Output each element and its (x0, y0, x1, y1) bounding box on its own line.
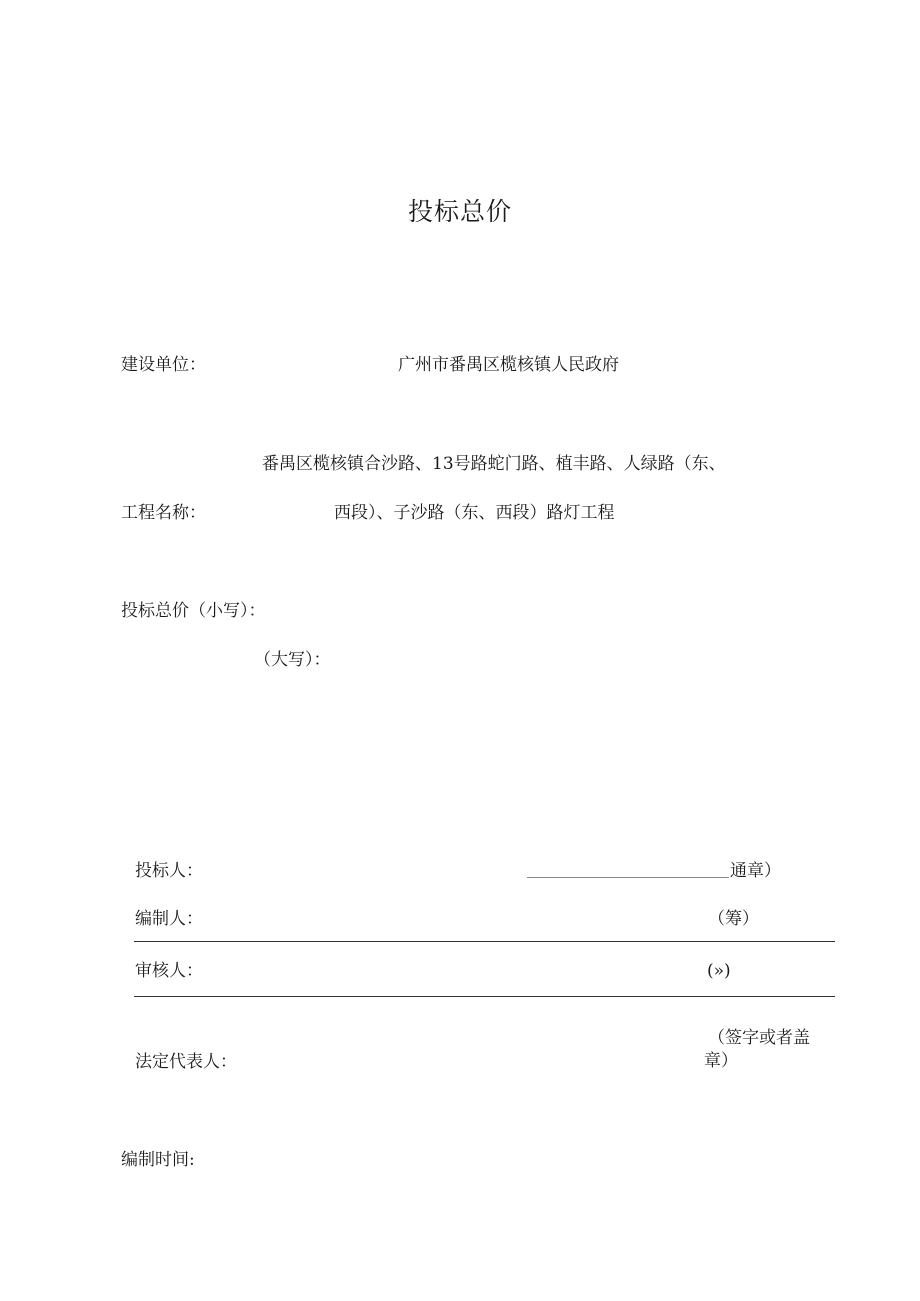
construction-unit-label: 建设单位： (121, 355, 206, 375)
compiler-label: 编制人： (135, 909, 203, 929)
compiler-divider-line (134, 941, 835, 942)
project-name-label: 工程名称： (121, 503, 206, 523)
project-name-value-line2: 西段）、子沙路（东、西段）路灯工程 (334, 503, 615, 523)
compiler-note: （筹） (708, 909, 759, 929)
legal-rep-label: 法定代表人： (135, 1052, 237, 1072)
construction-unit-value: 广州市番禺区榄核镇人民政府 (398, 355, 619, 375)
reviewer-divider-line (134, 996, 835, 997)
legal-rep-note-line1: （签字或者盖 (708, 1028, 810, 1048)
reviewer-note: (») (707, 961, 731, 981)
document-title: 投标总价 (407, 197, 512, 226)
project-name-value-line1: 番禺区榄核镇合沙路、13号路蛇门路、植丰路、人绿路（东、 (262, 454, 726, 474)
reviewer-label: 审核人： (135, 961, 203, 981)
bidder-note: 通章） (730, 861, 781, 881)
total-price-lowercase-label: 投标总价（小写）： (121, 601, 266, 621)
compile-time-label: 编制时间: (121, 1150, 195, 1170)
legal-rep-note-line2: 章） (704, 1051, 738, 1071)
total-price-uppercase-label: （大写）： (254, 650, 331, 670)
bidder-seal-underline (527, 877, 729, 878)
bidder-label: 投标人： (135, 861, 203, 881)
